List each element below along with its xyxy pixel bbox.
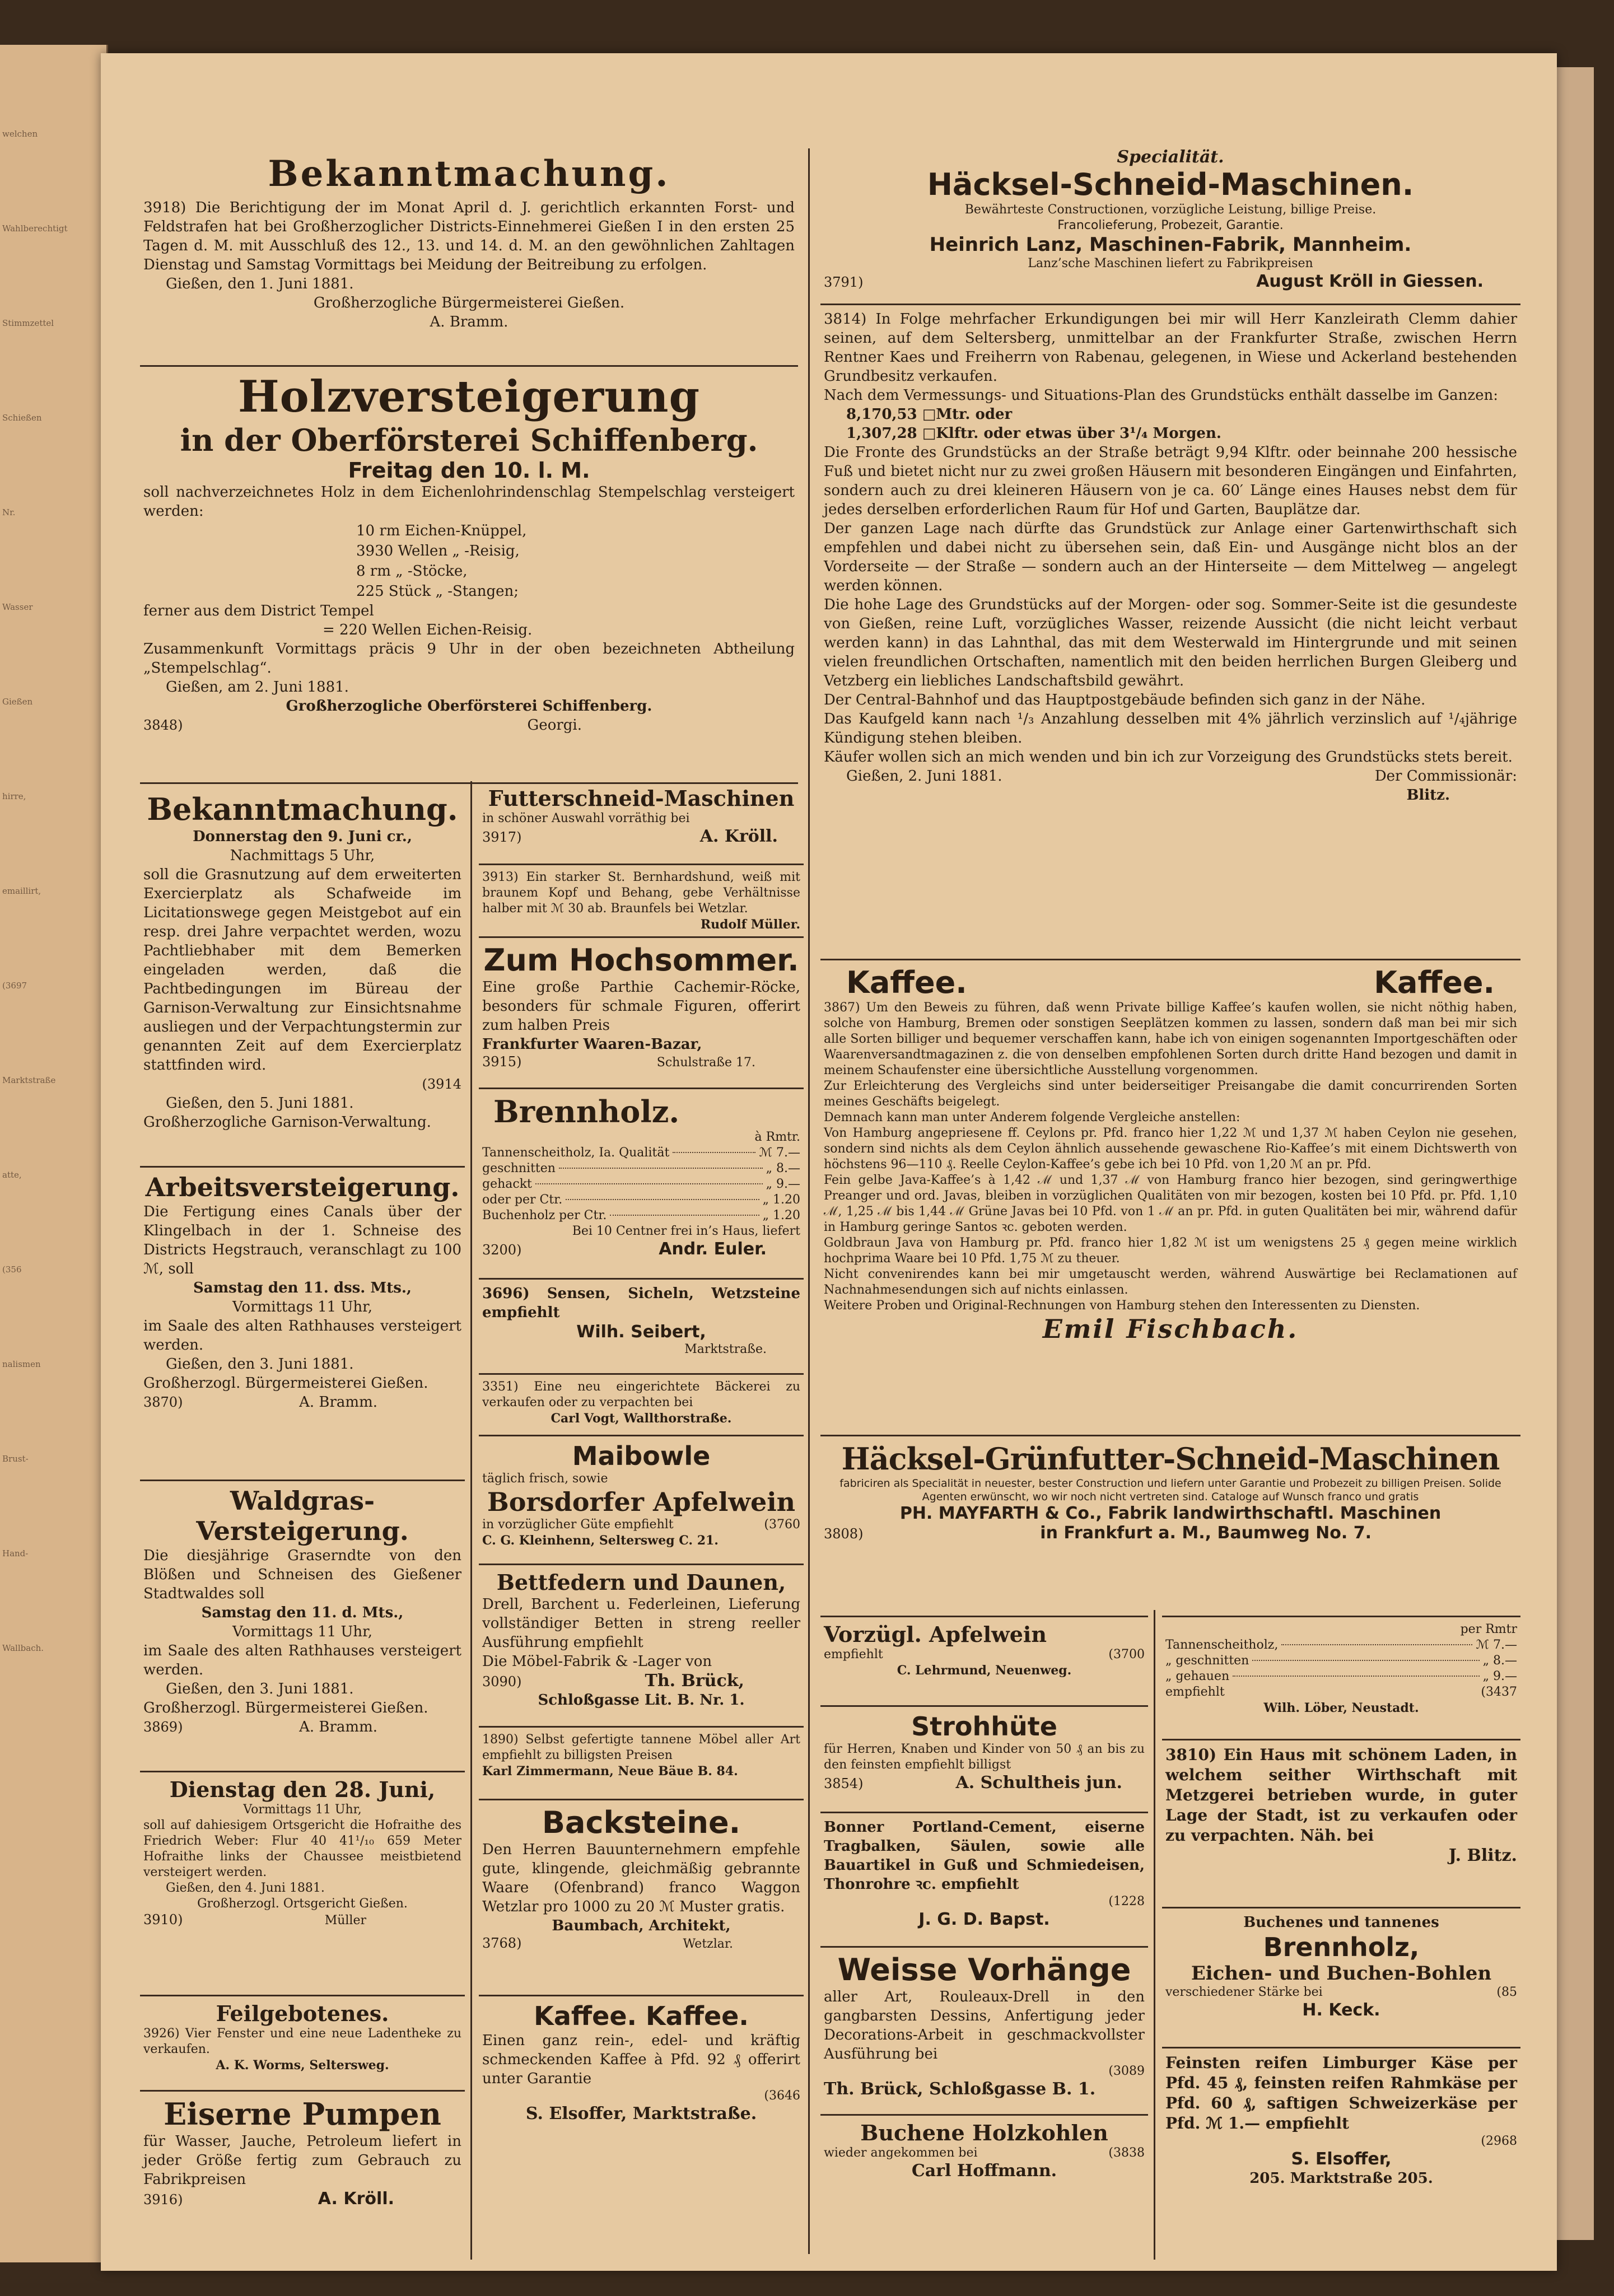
leader-dots	[1252, 1660, 1479, 1661]
ad-paragraph: Die hohe Lage des Grundstücks auf der Morgen- oder sog. Sommer-Seite ist die gesundeste von Gießen, reine Luft, vorzügliches Wasser, reizende Aussicht (die nicht leicht verbaut werden kann) in das Lahnthal, das mit dem Westerwald im Hintergrunde und mit seinen vielen freundlichen Ortschaften, namentlich mit den beiden herrlichen Burgen Gleiberg und Vetzberg ein liebliches Landschaftsbild gewährt.	[824, 596, 1517, 689]
ad-unit: à Rmtr.	[754, 1130, 800, 1144]
ad-firm: Die Möbel-Fabrik & -Lager von	[482, 1653, 712, 1670]
ad-text: ferner aus dem District Tempel	[143, 603, 374, 619]
ad-title: Eiserne Pumpen	[164, 2096, 441, 2132]
ad-number: 3791)	[824, 274, 864, 290]
ad-text: 3696) Sensen, Sicheln, Wetzsteine empfiehlt	[482, 1285, 800, 1321]
left-page-edge	[0, 45, 108, 2262]
ad-date: Gießen, den 1. Juni 1881.	[166, 276, 354, 292]
column-2	[479, 781, 804, 2265]
ad-text: empfiehlt	[1165, 1685, 1225, 1699]
price-value: ℳ 7.—	[759, 1146, 800, 1160]
ad-address: in Frankfurt a. M., Baumweg No. 7.	[1040, 1523, 1372, 1543]
ad-text-row	[824, 1647, 1145, 1663]
ad-address: 205. Marktstraße 205.	[1249, 2170, 1433, 2187]
ad-title-right: Kaffee.	[1374, 965, 1495, 1000]
ad-paragraph: Das Kaufgeld kann nach ¹/₃ Anzahlung desselben mit 4% jährlich verzinslich auf ¹/₄jährige Kündigung stehen bleiben.	[824, 711, 1517, 746]
ad-number: (3700	[1108, 1648, 1145, 1662]
ad-bekanntmachung-gras	[140, 787, 465, 1168]
ad-text: verschiedener Stärke bei	[1165, 1985, 1323, 1999]
ad-kicker: Specialität.	[1117, 147, 1224, 167]
leader-dots	[1281, 1644, 1472, 1645]
ad-arbeitsversteigerung	[140, 1168, 465, 1481]
price-value: „ 1.20	[762, 1208, 800, 1222]
ad-signature: A. Bramm.	[430, 314, 509, 330]
left-margin-fragment: Brust-	[2, 1454, 29, 1464]
ad-paragraph: Fein gelbe Java-Kaffee’s à 1,42 ℳ und 1,37 ℳ von Hamburg franco hier bezogen, sind geringwerthige Preanger und ord. Javas, bleiben in vorzüglichen Qualitäten von mir bezogen, kosten bei 10 Pfd. pr. Pfd. 1,10 ℳ, 1,25 ℳ bis 1,44 ℳ Grüne Javas bei 10 Pfd. von 1 ℳ an pr. Pfd. in guten Qualitäten bei mir, während dafür in Hamburg geringe Santos ꝛc. geboten werden.	[824, 1173, 1517, 1234]
ad-signature: Karl Zimmermann, Neue Bäue B. 84.	[482, 1764, 738, 1779]
ad-signature: Baumbach, Architekt,	[552, 1917, 731, 1934]
ad-paragraph: Zur Erleichterung des Vergleichs sind unter beiderseitiger Preisangabe die damit concurrirenden Sorten meines Geschäfts beigelegt.	[824, 1079, 1517, 1109]
ad-signature: Müller	[324, 1914, 366, 1928]
ad-number: (3437	[1481, 1685, 1517, 1699]
ad-paragraph: Käufer wollen sich an mich wenden und bin ich zur Vorzeigung des Grundstücks stets bereit.	[824, 749, 1513, 766]
ad-line: Francolieferung, Probezeit, Garantie.	[1057, 218, 1284, 232]
ad-text: Die Fertigung eines Canals über der Klingelbach in der 1. Schneise des Districts Hegstrauch, veranschlagt zu 100 ℳ, soll	[143, 1203, 461, 1277]
ad-text: Zusammenkunft Vormittags präcis 9 Uhr in der oben bezeichneten Abtheilung „Stempelschlag“.	[143, 641, 795, 676]
ad-paragraph: Die Fronte des Grundstücks an der Straße beträgt 9,94 Klftr. oder beinnahe 200 hessische Fuß und bietet nicht nur zu zwei großen Häusern mit besonderen Eingängen und Einfahrten, sondern auch zu drei kleineren Häusern von je ca. 60′ Länge eines Hauses nebst dem für jedes derselben erforderlichen Raum für Hof und Garten, Bauplätze dar.	[824, 444, 1517, 518]
ad-text-row	[1165, 1985, 1517, 2000]
ad-footer	[143, 2189, 461, 2209]
price-value: „ 9.—	[1482, 1669, 1517, 1683]
ad-grundstueck	[820, 305, 1520, 960]
price-value: „ 8.—	[1482, 1654, 1517, 1668]
price-label: oder per Ctr.	[482, 1193, 563, 1207]
ad-number: 3768)	[482, 1935, 522, 1951]
leader-dots	[566, 1199, 759, 1200]
ad-text: Bei 10 Centner frei in’s Haus, liefert	[572, 1224, 800, 1238]
ad-title-line2: Borsdorfer Apfelwein	[487, 1487, 796, 1517]
ad-footer	[143, 1718, 461, 1737]
column-3a	[820, 1616, 1148, 2267]
price-label: „ geschnitten	[1165, 1654, 1249, 1668]
left-margin-fragment: Stimmzettel	[2, 318, 54, 328]
ad-text: empfiehlt	[824, 1648, 883, 1662]
ad-date: Samstag den 11. dss. Mts.,	[193, 1280, 412, 1296]
column-rule	[470, 781, 472, 2260]
ad-title: Bettfedern und Daunen,	[496, 1570, 786, 1595]
ad-text-row	[482, 1517, 800, 1533]
ad-intro: soll nachverzeichnetes Holz in dem Eichenlohrindenschlag Stempelschlag versteigert werden:	[143, 484, 795, 520]
ad-address: Schulstraße 17.	[656, 1056, 755, 1070]
ad-measure: 1,307,28 □Klftr. oder etwas über 3¹/₄ Morgen.	[846, 425, 1221, 442]
ad-signature: A. Bramm.	[299, 1394, 377, 1411]
ad-number: 3848)	[143, 717, 183, 733]
ad-maibowle	[479, 1436, 804, 1565]
price-row	[482, 1208, 800, 1224]
price-row	[1165, 1669, 1517, 1684]
ad-time: Vormittags 11 Uhr,	[243, 1803, 362, 1817]
ad-unit: per Rmtr	[1460, 1622, 1517, 1636]
ad-signature: Th. Brück, Schloßgasse B. 1.	[824, 2079, 1096, 2099]
left-margin-fragment: nalismen	[2, 1359, 41, 1369]
ad-signature: Georgi.	[527, 717, 582, 734]
ad-title: Häcksel-Grünfutter-Schneid-Maschinen	[841, 1441, 1500, 1477]
ad-date: Freitag den 10. l. M.	[348, 458, 590, 483]
ad-haus-laden	[1162, 1740, 1520, 1908]
ad-signature: Rudolf Müller.	[700, 917, 800, 932]
ad-signature: Carl Hoffmann.	[911, 2161, 1057, 2181]
ad-number: 3090)	[482, 1674, 522, 1690]
ad-number: 3916)	[143, 2192, 183, 2208]
left-margin-fragment: Wahlberechtigt	[2, 223, 68, 234]
ad-text: Einen ganz rein-, edel- und kräftig schmeckenden Kaffee à Pfd. 92 ₰ offerirt unter Garantie	[482, 2032, 800, 2087]
ad-footer	[824, 1773, 1145, 1793]
ad-signature: Wilh. Seibert,	[576, 1322, 706, 1342]
leader-dots	[610, 1215, 759, 1216]
ad-feilgebotenes	[140, 1996, 465, 2092]
ad-authority: Großherzogliche Garnison-Verwaltung.	[143, 1114, 431, 1131]
ad-footer	[143, 716, 795, 735]
ad-paragraph: Nach dem Vermessungs- und Situations-Plan des Grundstücks enthält dasselbe im Ganzen:	[824, 387, 1499, 404]
ad-title: Kaffee. Kaffee.	[534, 2001, 749, 2031]
ad-line: Lanz’sche Maschinen liefert zu Fabrikpreisen	[1028, 256, 1313, 270]
price-row	[482, 1192, 800, 1208]
ad-signature: A. Schultheis jun.	[955, 1773, 1122, 1793]
ad-authority: Großherzogliche Oberförsterei Schiffenberg.	[286, 698, 652, 715]
ad-signature: August Kröll in Giessen.	[1256, 272, 1484, 291]
ad-authority: Großherzogl. Bürgermeisterei Gießen.	[143, 1375, 428, 1392]
ad-title: Strohhüte	[911, 1711, 1057, 1742]
ad-tannenholz-loeber	[1162, 1617, 1520, 1740]
ad-title: Holzversteigerung	[237, 371, 701, 422]
ad-signature: Wilh. Löber, Neustadt.	[1263, 1701, 1419, 1715]
ad-firm: Heinrich Lanz, Maschinen-Fabrik, Mannheim.	[929, 234, 1412, 256]
ad-number: 3910)	[143, 1912, 183, 1928]
price-label: Buchenholz per Ctr.	[482, 1208, 607, 1222]
ad-item-list	[143, 521, 795, 601]
left-margin-fragment: Wasser	[2, 602, 33, 612]
left-margin-fragment: Hand-	[2, 1548, 29, 1558]
ad-signature: Emil Fischbach.	[1042, 1314, 1299, 1344]
price-list	[1165, 1637, 1517, 1684]
ad-footer	[482, 1054, 800, 1071]
ad-signature: Carl Vogt, Wallthorstraße.	[551, 1411, 732, 1426]
ad-number: (2968	[1481, 2134, 1517, 2148]
ad-footer	[143, 1393, 461, 1412]
ad-paragraph: Goldbraun Java von Hamburg pr. Pfd. franco hier 1,82 ℳ ist um wenigstens 25 ₰ gegen meine wirklich hochprima Waare bei 10 Pfd. 1,75 ℳ zu theuer.	[824, 1236, 1517, 1266]
price-value: ℳ 7.—	[1476, 1638, 1517, 1652]
ad-sensen	[479, 1280, 804, 1375]
ad-footer	[482, 1935, 800, 1952]
ad-number: 3869)	[143, 1719, 183, 1735]
ad-signature: Andr. Euler.	[659, 1239, 767, 1259]
ad-text: 3810) Ein Haus mit schönem Laden, in welchem seither Wirthschaft mit Metzgerei betrieben wurde, in guter Lage der Stadt, ist zu verkaufen oder zu verpachten. Näh. bei	[1165, 1746, 1517, 1845]
ad-moebel	[479, 1728, 804, 1800]
ad-place: Gießen, den 3. Juni 1881.	[166, 1356, 354, 1373]
left-margin-fragment: (356	[2, 1264, 22, 1275]
ad-paragraph: 3814) In Folge mehrfacher Erkundigungen bei mir will Herr Kanzleirath Clemm dahier seinen, auf dem Seltersberg, unmittelbar an der Frankfurter Straße, zwischen Herrn Rentner Kaes und Freiherrn von Rabenau, gelegenen, in Wiese und Ackerland bestehenden Grundbesitz verkaufen.	[824, 311, 1517, 385]
ad-time: Vormittags 11 Uhr,	[232, 1299, 372, 1315]
ad-number: 3870)	[143, 1394, 183, 1410]
newspaper-page	[101, 53, 1557, 2271]
ad-signature: A. Kröll.	[318, 2189, 394, 2209]
ad-number: 3808)	[824, 1526, 864, 1542]
ad-brennholz-keck	[1162, 1908, 1520, 2048]
ad-signature: J. G. D. Bapst.	[918, 1910, 1050, 1929]
list-item: 8 rm „ -Stöcke,	[356, 563, 468, 580]
ad-number: (3646	[764, 2089, 800, 2103]
ad-signature: J. Blitz.	[1448, 1846, 1517, 1865]
ad-eiserne-pumpen	[140, 2092, 465, 2237]
ad-backsteine	[479, 1800, 804, 1996]
ad-date: Samstag den 11. d. Mts.,	[201, 1604, 404, 1621]
ad-title: Brennholz,	[1263, 1932, 1420, 1962]
left-margin-fragment: hirre,	[2, 791, 26, 801]
ad-title-row	[824, 965, 1517, 1000]
ad-text: 1890) Selbst gefertigte tannene Möbel aller Art empfiehlt zu billigsten Preisen	[482, 1733, 800, 1762]
price-row	[1165, 1653, 1517, 1669]
ad-haecksel-lanz	[820, 143, 1520, 305]
ad-futterschneid	[479, 781, 804, 865]
list-item: 225 Stück „ -Stangen;	[356, 583, 519, 600]
ad-firm: PH. MAYFARTH & Co., Fabrik landwirthschaftl. Maschinen	[899, 1504, 1442, 1523]
ad-hochsommer	[479, 938, 804, 1089]
ad-footer	[824, 1523, 1517, 1543]
ad-place: Gießen, den 3. Juni 1881.	[166, 1681, 354, 1697]
ad-text: = 220 Wellen Eichen-Reisig.	[323, 622, 533, 638]
ad-text: im Saale des alten Rathhauses versteigert werden.	[143, 1642, 461, 1678]
ad-line: Buchenes und tannenes	[1243, 1914, 1439, 1931]
ad-place: Gießen, den 5. Juni 1881.	[166, 1095, 354, 1112]
price-list	[482, 1145, 800, 1224]
ad-text: 3913) Ein starker St. Bernhardshund, weiß mit braunem Kopf und Behang, gebe Verhältnisse halber mit ℳ 30 ab. Braunfels bei Wetzlar.	[482, 870, 800, 916]
ad-bernhardshund	[479, 865, 804, 938]
price-row	[482, 1161, 800, 1177]
ad-holzversteigerung	[140, 367, 798, 784]
price-row	[1165, 1637, 1517, 1653]
column-1-lower	[140, 787, 465, 2265]
ad-portland-cement	[820, 1813, 1148, 1948]
ad-address: Schloßgasse Lit. B. Nr. 1.	[538, 1692, 745, 1709]
ad-footer	[824, 272, 1517, 291]
ad-title: Bekanntmachung.	[268, 153, 670, 195]
ad-footer	[824, 767, 1517, 786]
ad-text: im Saale des alten Rathhauses versteigert werden.	[143, 1318, 461, 1354]
ad-paragraph: Nicht convenirendes kann bei mir umgetauscht werden, während Auswärtige bei Reclamationen auf Nachnahmesendungen sich auf nichts einlassen.	[824, 1267, 1517, 1297]
ad-strohhuete	[820, 1707, 1148, 1813]
ad-holzkohlen	[820, 2116, 1148, 2211]
ad-signature: H. Keck.	[1302, 2000, 1380, 2020]
ad-footer	[482, 827, 800, 846]
ad-text-row	[824, 2145, 1145, 2161]
ad-title: Maibowle	[572, 1441, 711, 1471]
leader-dots	[535, 1183, 763, 1184]
ad-title: Dienstag den 28. Juni,	[169, 1777, 436, 1802]
ad-signature: S. Elsoffer, Marktstraße.	[525, 2104, 757, 2124]
column-rule	[1154, 1610, 1155, 2260]
column-rule	[808, 148, 810, 2254]
ad-text: Den Herren Bauunternehmern empfehle gute, klingende, gleichmäßig gebrannte Waare (Ofenbrand) franco Waggon Wetzlar pro 1000 zu 20 ℳ Muster gratis.	[482, 1841, 800, 1915]
ad-gruenfutter	[820, 1436, 1520, 1604]
ad-date: Gießen, am 2. Juni 1881.	[166, 679, 349, 696]
ad-measure: 8,170,53 □Mtr. oder	[846, 406, 1013, 423]
column-1-top	[140, 143, 798, 784]
ad-footer	[482, 1671, 800, 1691]
ad-title: Zum Hochsommer.	[483, 942, 799, 978]
column-3b	[1162, 1616, 1520, 2267]
ad-title: Buchene Holzkohlen	[860, 2120, 1108, 2145]
ad-text: 3926) Vier Fenster und eine neue Ladentheke zu verkaufen.	[143, 2027, 461, 2056]
left-page-fragments	[2, 129, 103, 1738]
ad-number: (3838	[1108, 2146, 1145, 2160]
ad-paragraph: Weitere Proben und Original-Rechnungen von Hamburg stehen den Interessenten zu Diensten.	[824, 1299, 1420, 1313]
left-margin-fragment: Nr.	[2, 507, 16, 517]
ad-subtitle: täglich frisch, sowie	[482, 1472, 608, 1486]
ad-signature: C. G. Kleinhenn, Seltersweg C. 21.	[482, 1533, 719, 1548]
ad-address: Marktstraße.	[684, 1342, 767, 1356]
ad-text: 3351) Eine neu eingerichtete Bäckerei zu verkaufen oder zu verpachten bei	[482, 1380, 800, 1410]
price-label: gehackt	[482, 1177, 532, 1191]
ad-signature: Th. Brück,	[645, 1671, 744, 1691]
price-label: Tannenscheitholz,	[1165, 1638, 1279, 1652]
left-margin-fragment: Marktstraße	[2, 1075, 56, 1085]
leader-dots	[673, 1152, 755, 1153]
ad-paragraph: Demnach kann man unter Anderem folgende Vergleiche anstellen:	[824, 1110, 1240, 1124]
ad-kaffee-elsoffer	[479, 1996, 804, 2125]
ad-paragraph: 3867) Um den Beweis zu führen, daß wenn Private billige Kaffee’s kaufen wollen, sie nicht nöthig haben, solche von Hamburg, Bremen oder sonstigen Seeplätzen kommen zu lassen, sondern daß man bei mir sich alle Sorten billiger und bequemer verschaffen kann, habe ich von einigen sogenannten Importgeschäften oder Waarenversandtmagazinen z. die von denselben empfohlenen Sorten durch dritte Hand bezogen und damit in meinem Schaufenster eine übersichtliche Ausstellung vorgenommen.	[824, 1001, 1517, 1077]
ad-time: Nachmittags 5 Uhr,	[230, 847, 375, 864]
ad-title: Arbeitsversteigerung.	[145, 1172, 460, 1202]
ad-line: Bewährteste Constructionen, vorzügliche Leistung, billige Preise.	[964, 203, 1377, 217]
ad-apfelwein	[820, 1617, 1148, 1707]
ad-authority: Großherzogl. Bürgermeisterei Gießen.	[143, 1700, 428, 1716]
ad-title: Feilgebotenes.	[216, 2001, 389, 2026]
left-margin-fragment: Schießen	[2, 413, 42, 423]
ad-hofraithe	[140, 1772, 465, 1996]
ad-footer	[482, 1239, 800, 1259]
ad-waldgras	[140, 1481, 465, 1772]
ad-title: Waldgras-	[230, 1486, 375, 1516]
ad-number: 3854)	[824, 1776, 864, 1791]
ad-authority: Großherzogliche Bürgermeisterei Gießen.	[313, 295, 625, 311]
ad-authority: Großherzogl. Ortsgericht Gießen.	[197, 1897, 408, 1911]
ad-subtitle: in der Oberförsterei Schiffenberg.	[180, 422, 758, 458]
price-value: „ 8.—	[766, 1161, 800, 1175]
price-label: „ gehauen	[1165, 1669, 1230, 1683]
ad-paragraph: Von Hamburg angepriesene ff. Ceylons pr. Pfd. franco hier 1,22 ℳ und 1,37 ℳ haben Ceylon nie gesehen, sondern sind nichts als dem Ceylon ähnlich aussehende gewaschene Rio-Kaffee’s mit einem Dichtswerth von höchstens 96—110 ₰. Reelle Ceylon-Kaffee’s gebe ich bei 10 Pfd. von 1,20 ℳ an pr. Pfd.	[824, 1126, 1517, 1172]
list-item: 3930 Wellen „ -Reisig,	[356, 543, 520, 559]
ad-number: (3760	[764, 1518, 800, 1532]
ad-signature: S. Elsoffer,	[1291, 2149, 1392, 2169]
ad-footer	[143, 1912, 461, 1929]
price-label: geschnitten	[482, 1161, 556, 1175]
ad-paragraph: Der ganzen Lage nach dürfte das Grundstück zur Anlage einer Gartenwirthschaft sich empfehlen und dabei nicht zu übersehen sein, daß Ein- und Ausgänge nicht blos an der Vorderseite — der Straße — sondern auch an der Hinterseite — dem Mittelweg — angelegt werden können.	[824, 520, 1517, 594]
price-label: Tannenscheitholz, Ia. Qualität	[482, 1146, 670, 1160]
ad-signature: Blitz.	[1406, 787, 1450, 804]
ad-signature: A. K. Worms, Seltersweg.	[216, 2058, 389, 2073]
price-value: „ 9.—	[766, 1177, 800, 1191]
ad-text: für Wasser, Jauche, Petroleum liefert in jeder Größe fertig zum Gebrauch zu Fabrikpreisen	[143, 2133, 461, 2188]
ad-text: Eine große Parthie Cachemir-Röcke, besonders für schmale Figuren, offerirt zum halben Preis	[482, 979, 800, 1034]
ad-authority: Der Commissionär:	[1374, 768, 1517, 785]
ad-title: Vorzügl. Apfelwein	[824, 1622, 1047, 1647]
left-margin-fragment: Gießen	[2, 697, 33, 707]
ad-text: Die diesjährige Graserndte von den Blößen und Schneisen des Gießener Stadtwaldes soll	[143, 1547, 461, 1602]
left-margin-fragment: emaillirt,	[2, 886, 41, 896]
ad-signature: A. Bramm.	[299, 1719, 377, 1735]
left-margin-fragment: atte,	[2, 1170, 22, 1180]
ad-title-line2: Versteigerung.	[196, 1516, 409, 1546]
ad-firm: Frankfurter Waaren-Bazar,	[482, 1036, 702, 1053]
ad-signature: A. Kröll.	[699, 827, 778, 846]
ad-signature: C. Lehrmund, Neuenweg.	[897, 1663, 1072, 1678]
ad-text: fabriciren als Specialität in neuester, bester Construction und liefern unter Garantie und Probezeit zu billigen Preisen. Solide Agenten erwünscht, wo wir noch nicht vertreten sind. Cataloge auf Wunsch franco und gratis	[839, 1477, 1501, 1503]
ad-number: (1228	[1108, 1894, 1145, 1908]
ad-title: Futterschneid-Maschinen	[488, 786, 795, 811]
left-margin-fragment: (3697	[2, 981, 27, 991]
ad-paragraph: Der Central-Bahnhof und das Hauptpostgebäude befinden sich ganz in der Nähe.	[824, 692, 1426, 708]
ad-date: Donnerstag den 9. Juni cr.,	[193, 828, 412, 845]
ad-subtitle: Eichen- und Buchen-Bohlen	[1191, 1962, 1492, 1985]
ad-number: (3914	[422, 1076, 461, 1092]
left-margin-fragment: welchen	[2, 129, 38, 139]
ad-brennholz-euler	[479, 1089, 804, 1280]
ad-bekanntmachung-forst	[140, 143, 798, 367]
price-row	[482, 1177, 800, 1192]
ad-title: Weisse Vorhänge	[837, 1952, 1131, 1987]
ad-text-row	[1165, 1684, 1517, 1700]
ad-title: Bekanntmachung.	[147, 791, 458, 827]
ad-number: 3200)	[482, 1242, 522, 1258]
ad-text: 3918) Die Berichtigung der im Monat April d. J. gerichtlich erkannten Forst- und Feldstrafen hat bei Großherzoglicher Districts-Einnehmerei Gießen I in den ersten 25 Tagen d. M. mit Ausschluß des 12., 13. und 14. d. M. an den gewöhnlichen Zahltagen Dienstag und Samstag Vormittags bei Meidung der Beitreibung zu erfolgen.	[143, 199, 795, 273]
price-value: „ 1.20	[762, 1193, 800, 1207]
ad-kaese	[1162, 2048, 1520, 2216]
ad-baeckerei	[479, 1375, 804, 1436]
left-margin-fragment: Wallbach.	[2, 1643, 44, 1653]
ad-bettfedern	[479, 1565, 804, 1728]
ad-number: 3915)	[482, 1054, 522, 1070]
ad-text: soll auf dahiesigem Ortsgericht die Hofraithe des Friedrich Weber: Flur 40 41¹/₁₀ 659 Meter Hofraithe links der Chaussee meistbietend versteigert werden.	[143, 1818, 461, 1879]
ad-place: Gießen, 2. Juni 1881.	[846, 768, 1002, 785]
ad-place: Gießen, den 4. Juni 1881.	[166, 1881, 325, 1895]
ad-text: soll die Grasnutzung auf dem erweiterten Exercierplatz als Schafweide im Licitationswege gegen Meistgebot auf ein resp. drei Jahre verpachtet werden, wozu Pachtliebhaber mit dem Bemerken eingeladen werden, daß die Pachtbedingungen im Büreau der Garnison-Verwaltung zur Einsichtsnahme ausliegen und der Verpachtungstermin zur genannten Zeit auf dem Exercierplatz stattfinden wird.	[143, 866, 461, 1074]
column-3	[820, 143, 1520, 1610]
ad-text: in schöner Auswahl vorräthig bei	[482, 811, 690, 825]
ad-weisse-vorhaenge	[820, 1948, 1148, 2116]
ad-text: für Herren, Knaben und Kinder von 50 ₰ an bis zu den feinsten empfiehlt billigst	[824, 1742, 1145, 1772]
ad-text: wieder angekommen bei	[824, 2146, 978, 2160]
ad-title-left: Kaffee.	[846, 965, 967, 1000]
ad-address: Wetzlar.	[683, 1937, 733, 1951]
leader-dots	[1233, 1676, 1479, 1677]
ad-text: Drell, Barchent u. Federleinen, Lieferung vollständiger Betten in streng reeller Ausführung empfiehlt	[482, 1596, 800, 1651]
ad-text: in vorzüglicher Güte empfiehlt	[482, 1518, 674, 1532]
ad-number: (85	[1496, 1985, 1517, 1999]
ad-title: Häcksel-Schneid-Maschinen.	[927, 167, 1414, 202]
ad-text: Feinsten reifen Limburger Käse per Pfd. 45 ₰, feinsten reifen Rahmkäse per Pfd. 60 ₰, saftigen Schweizerkäse per Pfd. ℳ 1.— empfiehlt	[1165, 2054, 1517, 2132]
list-item: 10 rm Eichen-Knüppel,	[356, 522, 527, 539]
ad-number: 3917)	[482, 829, 522, 845]
ad-title: Brennholz.	[493, 1094, 680, 1130]
leader-dots	[559, 1168, 763, 1169]
ad-text: Bonner Portland-Cement, eiserne Tragbalken, Säulen, sowie alle Bauartikel in Guß und Schmiedeisen, Thonrohre ꝛc. empfiehlt	[824, 1819, 1145, 1893]
ad-time: Vormittags 11 Uhr,	[232, 1623, 372, 1640]
ad-text: aller Art, Rouleaux-Drell in den gangbarsten Dessins, Anfertigung jeder Decorations-Arbeit in geschmackvollster Ausführung bei	[824, 1989, 1145, 2062]
ad-kaffee-fischbach	[820, 960, 1520, 1436]
ad-number: (3089	[1108, 2064, 1145, 2078]
ad-title: Backsteine.	[542, 1805, 741, 1840]
price-row	[482, 1145, 800, 1161]
